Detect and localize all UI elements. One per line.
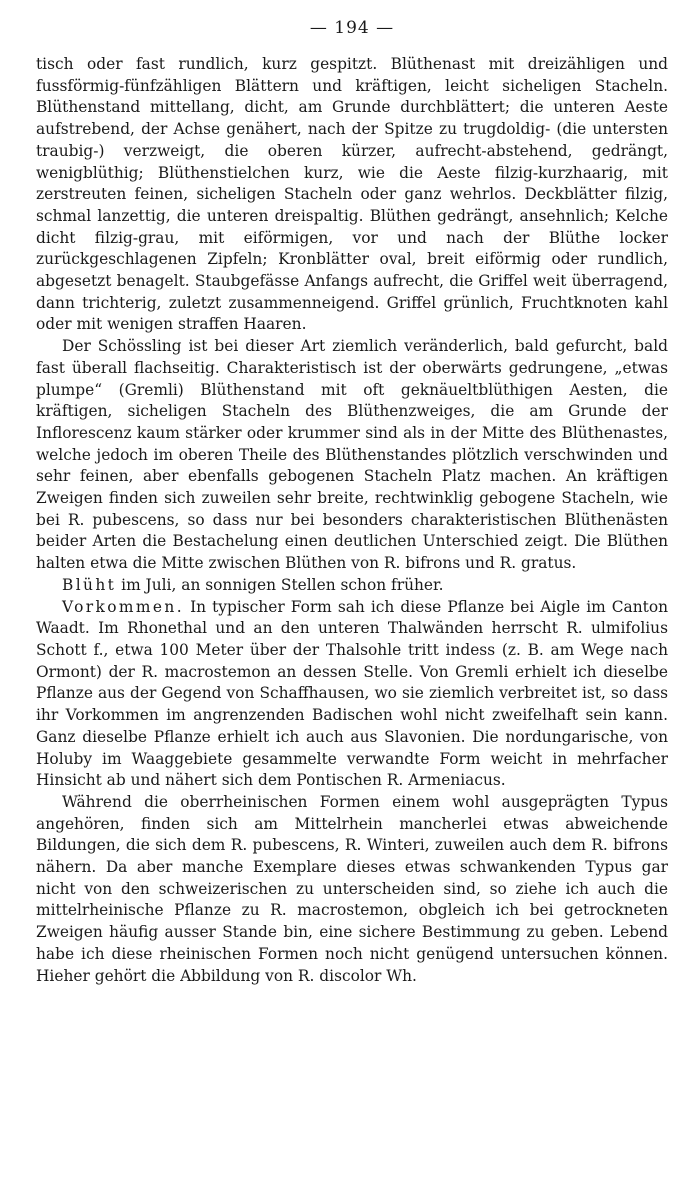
paragraph-bluehzeit (36, 575, 668, 597)
page-number: — 194 — (309, 18, 395, 38)
paragraph-vorkommen (36, 597, 668, 792)
paragraph-mittelrhein: Während die oberrheinischen Formen einem wohl ausgeprägten Typus angehören, finden sich am Mittelrhein mancherlei etwas abweichende Bildungen, die sich dem R. pubescens, R. Winteri, zuweilen auch dem R. bifrons nähern. Da aber manche Exemplare dieses etwas schwankenden Typus gar nicht von den schweizerischen zu unterscheiden sind, so ziehe ich auch die mittelrheinische Pflanze zu R. macrostemon, obgleich ich bei getrockneten Zweigen häufig ausser Stande bin, eine sichere Bestimmung zu geben. Lebend habe ich diese rheinischen Formen noch nicht genügend untersuchen können. Hieher gehört die Abbildung von R. discolor Wh. (36, 792, 668, 985)
vorkommen-heading: Vorkommen. (62, 597, 185, 616)
book-page (36, 14, 668, 987)
paragraph-schoessling: Der Schössling ist bei dieser Art ziemlich veränderlich, bald gefurcht, bald fast überall flachseitig. Charakteristisch ist der oberwärts gedrungene, „etwas plumpe“ (Gremli) Blüthenstand mit oft geknäueltblüthigen Aesten, die kräftigen, sicheligen Stacheln des Blüthenzweiges, die am Grunde der Inflorescenz kaum stärker oder krummer sind als in der Mitte des Blüthenastes, welche jedoch im oberen Theile des Blüthenstandes plötzlich verschwinden und sehr feinen, aber ebenfalls gebogenen Stacheln Platz machen. An kräftigen Zweigen finden sich zuweilen sehr breite, rechtwinklig gebogene Stacheln, wie bei R. pubescens, so dass nur bei besonders charakteristischen Blüthenästen beider Arten die Bestachelung einen deutlichen Unterschied zeigt. Die Blüthen halten etwa die Mitte zwischen Blüthen von R. bifrons und R. gratus. (36, 337, 668, 573)
vorkommen-text: In typischer Form sah ich diese Pflanze bei Aigle im Canton Waadt. Im Rhonethal und an den unteren Thalwänden herrscht R. ulmifolius Schott f., etwa 100 Meter über der Thalsohle tritt indess (z. B. am Wege nach Ormont) der R. macrostemon an dessen Stelle. Von Gremli erhielt ich dieselbe Pflanze aus der Gegend von Schaffhausen, wo sie ziemlich verbreitet ist, so dass ihr Vorkommen im angrenzenden Badischen wohl nicht zweifelhaft sein kann. Ganz dieselbe Pflanze erhielt ich auch aus Slavonien. Die nordungarische, von Holuby im Waaggebiete gesammelte verwandte Form weicht in mehrfacher Hinsicht ab und nähert sich dem Pontischen R. Armeniacus. (36, 597, 668, 790)
body-text (36, 54, 668, 987)
bluehzeit-heading: Blüht (62, 575, 117, 594)
paragraph-description-continued: tisch oder fast rundlich, kurz gespitzt. Blüthenast mit dreizähligen und fussförmig-fünfzähligen Blättern und kräftigen, leicht sicheligen Stacheln. Blüthenstand mittellang, dicht, am Grunde durchblättert; die unteren Aeste aufstrebend, der Achse genähert, nach der Spitze zu trugdoldig- (die untersten traubig-) verzweigt, die oberen kürzer, aufrecht-abstehend, gedrängt, wenigblüthig; Blüthenstielchen kurz, wie die Aeste filzig-kurzhaarig, mit zerstreuten feinen, sicheligen Stacheln oder ganz wehrlos. Deckblätter filzig, schmal lanzettig, die unteren dreispaltig. Blüthen gedrängt, ansehnlich; Kelche dicht filzig-grau, mit eiförmigen, vor und nach der Blüthe locker zurückgeschlagenen Zipfeln; Kronblätter oval, breit eiförmig oder rundlich, abgesetzt benagelt. Staubgefässe Anfangs aufrecht, die Griffel weit überragend, dann trichterig, zuletzt zusammenneigend. Griffel grünlich, Fruchtknoten kahl oder mit wenigen straffen Haaren. (36, 55, 668, 334)
bluehzeit-text: im Juli, an sonnigen Stellen schon früher. (116, 575, 444, 594)
